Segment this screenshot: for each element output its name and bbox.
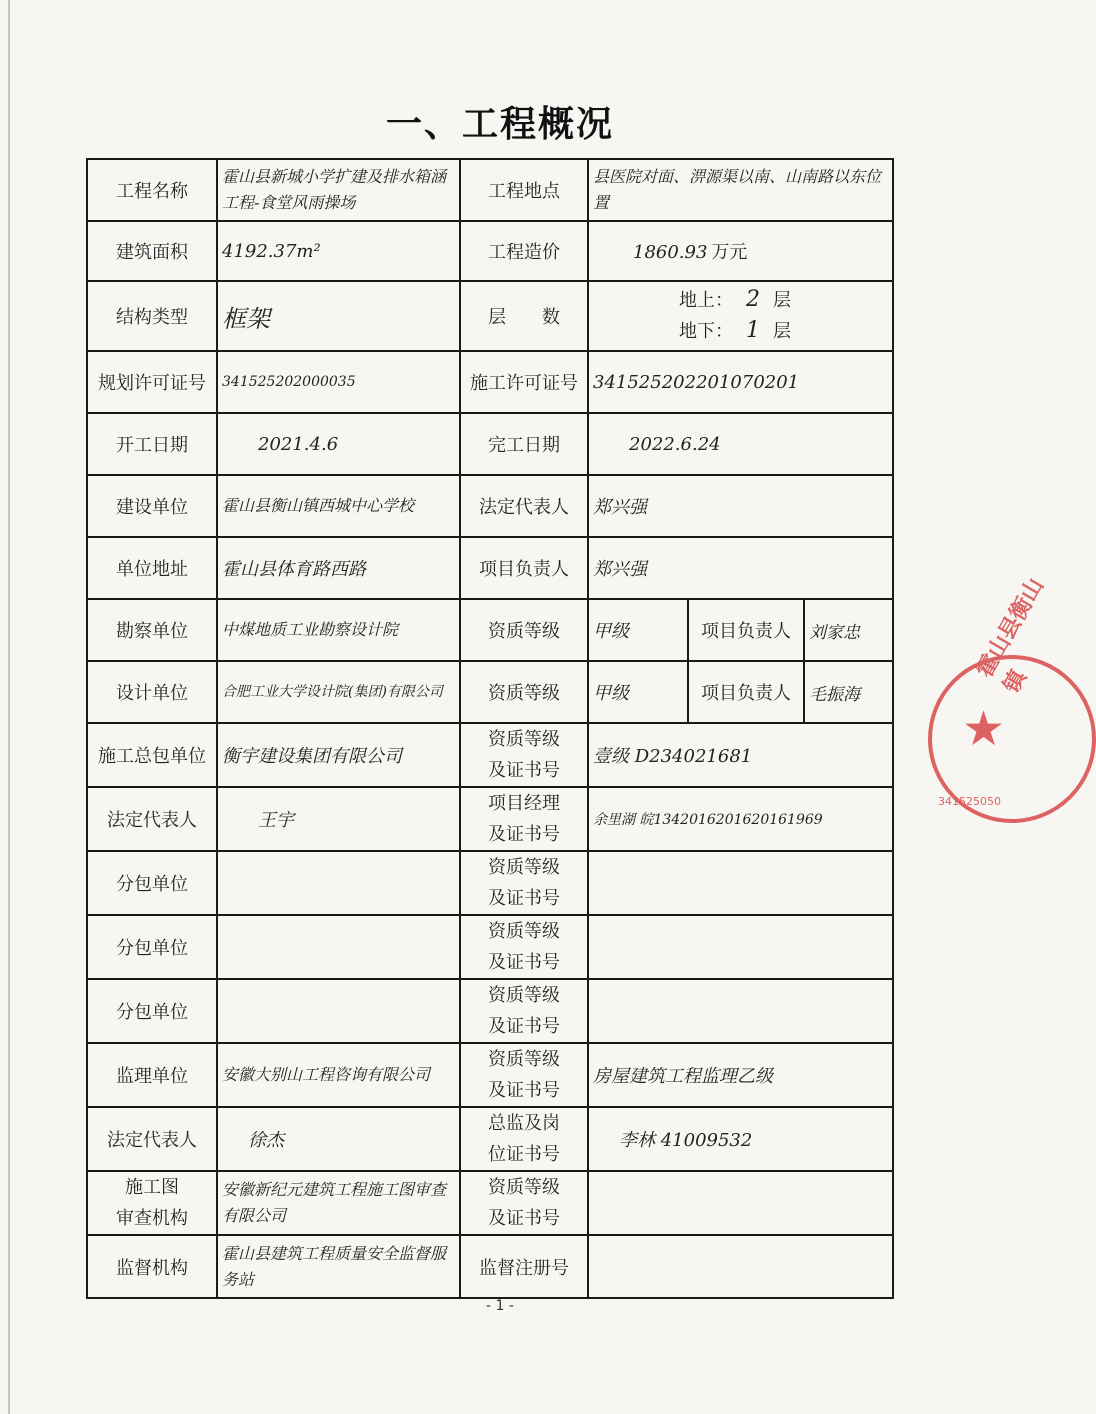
end-date-value: 2022.6.24 <box>588 413 893 475</box>
subcontractor-label: 分包单位 <box>87 979 217 1043</box>
supervision-registration-value <box>588 1235 893 1298</box>
floors-above-label: 地上： <box>679 290 733 311</box>
contractor-legal-rep-label: 法定代表人 <box>87 787 217 851</box>
label-line-2: 审查机构 <box>116 1208 188 1229</box>
start-date-label: 开工日期 <box>87 413 217 475</box>
label-line-1: 资质等级 <box>488 985 560 1006</box>
floors-above-unit: 层 <box>773 290 791 311</box>
subcontractor-label: 分包单位 <box>87 851 217 915</box>
subcontractor-value <box>217 915 460 979</box>
table-row <box>87 1171 893 1235</box>
design-qualification-value: 甲级 <box>588 661 688 723</box>
construction-permit-label: 施工许可证号 <box>460 351 588 413</box>
supervision-qualification-value: 房屋建筑工程监理乙级 <box>588 1043 893 1107</box>
general-contractor-label: 施工总包单位 <box>87 723 217 787</box>
star-icon: ★ <box>962 701 1006 757</box>
chief-supervisor-value: 李林 41009532 <box>588 1107 893 1171</box>
planning-permit-label: 规划许可证号 <box>87 351 217 413</box>
design-qualification-label: 资质等级 <box>460 661 588 723</box>
project-cost-value: 1860.93 <box>633 242 708 263</box>
project-manager-value: 余里湖 皖1342016201620161969 <box>588 787 893 851</box>
label-line-2: 及证书号 <box>488 952 560 973</box>
label-line-2: 及证书号 <box>488 760 560 781</box>
structure-type-label: 结构类型 <box>87 281 217 351</box>
table-row <box>87 281 893 351</box>
survey-unit-value: 中煤地质工业勘察设计院 <box>217 599 460 661</box>
project-manager-label <box>460 787 588 851</box>
label-line-1: 总监及岗 <box>488 1113 560 1134</box>
table-row <box>87 159 893 221</box>
supervision-legal-rep-label: 法定代表人 <box>87 1107 217 1171</box>
project-cost-label: 工程造价 <box>460 221 588 281</box>
start-date-value: 2021.4.6 <box>217 413 460 475</box>
builder-legal-rep-value: 郑兴强 <box>588 475 893 537</box>
floors-above-value: 2 <box>746 287 760 312</box>
subcontractor-qualification-label <box>460 915 588 979</box>
page-edge <box>8 0 10 1414</box>
project-cost-cell <box>588 221 893 281</box>
construction-permit-value: 341525202201070201 <box>588 351 893 413</box>
label-line-2: 及证书号 <box>488 888 560 909</box>
design-head-label: 项目负责人 <box>688 661 804 723</box>
drawing-review-value: 安徽新纪元建筑工程施工图审查有限公司 <box>217 1171 460 1235</box>
floors-cell <box>588 281 893 351</box>
floors-above <box>593 285 888 316</box>
label-line-1: 资质等级 <box>488 921 560 942</box>
label-line-2: 及证书号 <box>488 1016 560 1037</box>
review-qualification-label <box>460 1171 588 1235</box>
label-line-1: 资质等级 <box>488 1049 560 1070</box>
project-location-value: 县医院对面、淠源渠以南、山南路以东位置 <box>588 159 893 221</box>
contractor-legal-rep-value: 王宇 <box>217 787 460 851</box>
design-unit-value: 合肥工业大学设计院(集团)有限公司 <box>217 661 460 723</box>
project-cost-unit: 万元 <box>711 242 748 263</box>
project-name-label: 工程名称 <box>87 159 217 221</box>
table-row <box>87 599 893 661</box>
table-row <box>87 1107 893 1171</box>
supervision-unit-label: 监理单位 <box>87 1043 217 1107</box>
table-row <box>87 851 893 915</box>
table-row <box>87 413 893 475</box>
label-line-1: 资质等级 <box>488 1177 560 1198</box>
table-row <box>87 661 893 723</box>
table-row <box>87 537 893 599</box>
floors-label: 层 数 <box>460 281 588 351</box>
survey-qualification-value: 甲级 <box>588 599 688 661</box>
planning-permit-value: 341525202000035 <box>217 351 460 413</box>
supervisory-agency-label: 监督机构 <box>87 1235 217 1298</box>
survey-qualification-label: 资质等级 <box>460 599 588 661</box>
floors-below-unit: 层 <box>773 321 791 342</box>
table-row <box>87 787 893 851</box>
table-row <box>87 351 893 413</box>
stamp-number: 341525050 <box>938 795 1001 808</box>
contractor-qualification-value: 壹级 D234021681 <box>588 723 893 787</box>
project-head-label: 项目负责人 <box>460 537 588 599</box>
address-value: 霍山县体育路西路 <box>217 537 460 599</box>
table-row <box>87 221 893 281</box>
builder-legal-rep-label: 法定代表人 <box>460 475 588 537</box>
builder-value: 霍山县衡山镇西城中心学校 <box>217 475 460 537</box>
table-row <box>87 1043 893 1107</box>
stamp-text: 霍山县衡山镇 <box>972 574 1049 698</box>
survey-head-label: 项目负责人 <box>688 599 804 661</box>
label-line-2: 及证书号 <box>488 1208 560 1229</box>
label-line-1: 项目经理 <box>488 793 560 814</box>
supervision-registration-label: 监督注册号 <box>460 1235 588 1298</box>
supervision-qualification-label <box>460 1043 588 1107</box>
table-row <box>87 475 893 537</box>
subcontractor-label: 分包单位 <box>87 915 217 979</box>
table-row <box>87 1235 893 1298</box>
label-line-2: 位证书号 <box>488 1144 560 1165</box>
page-number: - 1 - <box>486 1298 514 1314</box>
subcontractor-qualification-label <box>460 979 588 1043</box>
project-head-value: 郑兴强 <box>588 537 893 599</box>
subcontractor-qualification-value <box>588 851 893 915</box>
subcontractor-value <box>217 979 460 1043</box>
contractor-qualification-label <box>460 723 588 787</box>
project-overview-table <box>86 158 894 1299</box>
builder-label: 建设单位 <box>87 475 217 537</box>
supervisory-agency-value: 霍山县建筑工程质量安全监督服务站 <box>217 1235 460 1298</box>
address-label: 单位地址 <box>87 537 217 599</box>
general-contractor-value: 衡宇建设集团有限公司 <box>217 723 460 787</box>
design-unit-label: 设计单位 <box>87 661 217 723</box>
survey-head-value: 刘家忠 <box>804 599 893 661</box>
floors-below <box>593 316 888 347</box>
label-line-2: 及证书号 <box>488 824 560 845</box>
floors-below-value: 1 <box>746 318 760 343</box>
end-date-label: 完工日期 <box>460 413 588 475</box>
project-name-value: 霍山县新城小学扩建及排水箱涵工程-食堂风雨操场 <box>217 159 460 221</box>
chief-supervisor-label <box>460 1107 588 1171</box>
supervision-legal-rep-value: 徐杰 <box>217 1107 460 1171</box>
table-row <box>87 915 893 979</box>
structure-type-value: 框架 <box>217 281 460 351</box>
design-head-value: 毛振海 <box>804 661 893 723</box>
floor-area-value: 4192.37m² <box>217 221 460 281</box>
supervision-unit-value: 安徽大别山工程咨询有限公司 <box>217 1043 460 1107</box>
page-title: 一、工程概况 <box>385 103 614 145</box>
subcontractor-value <box>217 851 460 915</box>
floors-below-label: 地下： <box>679 321 733 342</box>
subcontractor-qualification-value <box>588 915 893 979</box>
label-line-1: 资质等级 <box>488 729 560 750</box>
label-line-1: 资质等级 <box>488 857 560 878</box>
subcontractor-qualification-value <box>588 979 893 1043</box>
table-row <box>87 723 893 787</box>
table-row <box>87 979 893 1043</box>
survey-unit-label: 勘察单位 <box>87 599 217 661</box>
label-line-2: 及证书号 <box>488 1080 560 1101</box>
subcontractor-qualification-label <box>460 851 588 915</box>
floor-area-label: 建筑面积 <box>87 221 217 281</box>
project-location-label: 工程地点 <box>460 159 588 221</box>
label-line-1: 施工图 <box>125 1177 179 1198</box>
drawing-review-label <box>87 1171 217 1235</box>
official-stamp <box>928 574 1096 823</box>
review-qualification-value <box>588 1171 893 1235</box>
